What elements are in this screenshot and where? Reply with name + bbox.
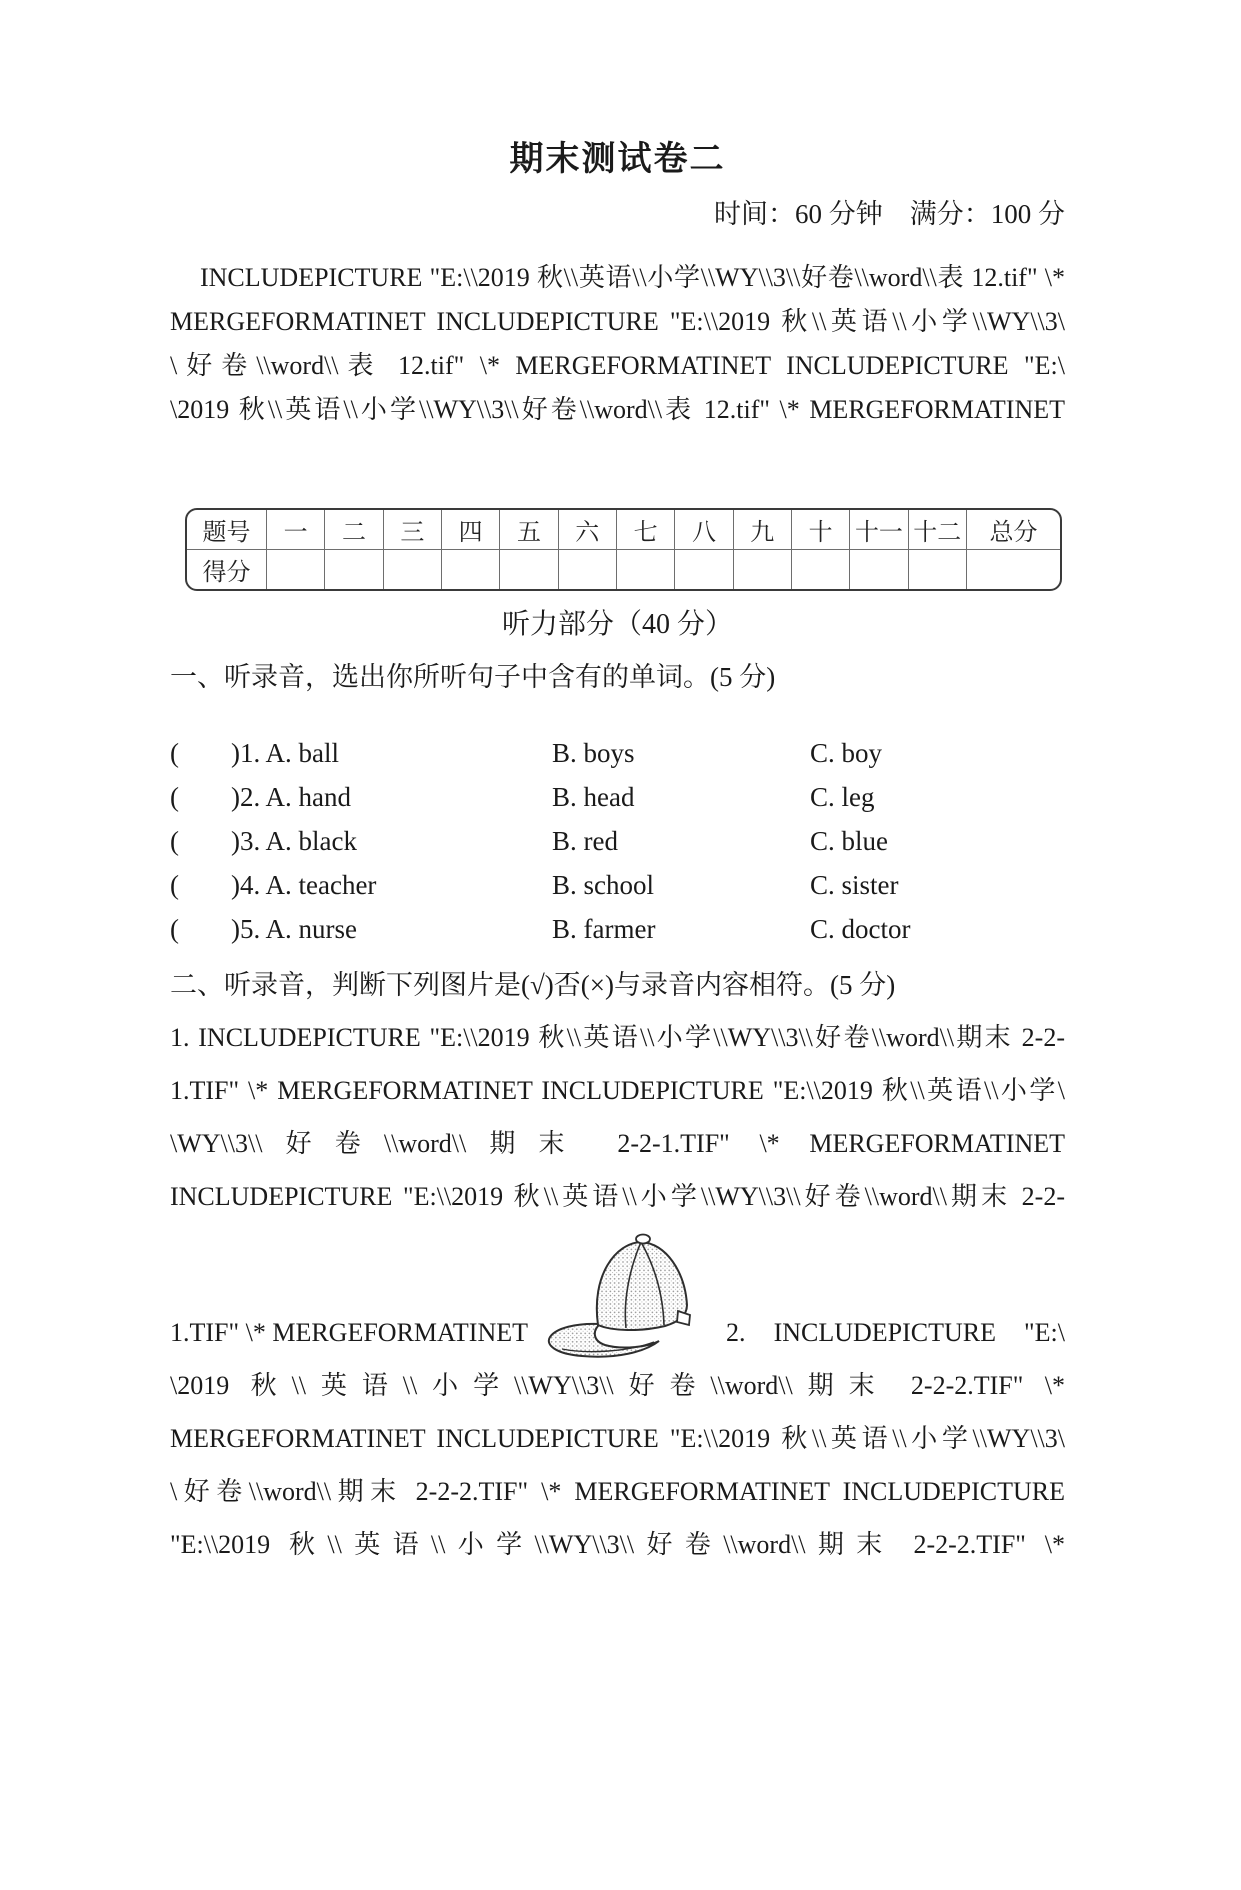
option-c: C. boy	[810, 737, 883, 768]
field-code-line: 1.TIF" \* MERGEFORMATINET INCLUDEPICTURE "E:\\2019 秋\\英语\\小学\	[170, 1076, 1065, 1105]
option-b: B. boys	[552, 737, 635, 768]
section-1-instruction: 一、听录音，选出你所听句子中含有的单词。(5 分)	[170, 662, 776, 692]
field-code-paragraph-2	[170, 1011, 1065, 1571]
field-code-text: 2. INCLUDEPICTURE "E:\	[726, 1318, 1065, 1347]
option-a: )3. A. black	[231, 825, 357, 856]
page-title: 期末测试卷二	[509, 141, 726, 178]
field-code-line: INCLUDEPICTURE "E:\\2019 秋\\英语\\小学\\WY\\3\\好卷\\word\\期末 2-2-	[170, 1182, 1065, 1211]
option-c: C. sister	[810, 869, 899, 900]
listening-section-header: 听力部分（40 分）	[501, 609, 733, 640]
score-table-header-cell: 一	[267, 510, 325, 550]
score-input-cell	[267, 550, 325, 590]
score-input-cell	[908, 550, 966, 590]
option-c: C. doctor	[810, 913, 911, 944]
score-input-cell	[850, 550, 908, 590]
option-b: B. red	[552, 825, 618, 856]
score-input-cell	[791, 550, 849, 590]
field-code-line: \好卷\\word\\表 12.tif" \* MERGEFORMATINET INCLUDEPICTURE "E:\	[170, 351, 1065, 380]
answer-paren: (	[170, 913, 179, 944]
score-table-header-cell: 五	[500, 510, 558, 550]
score-input-cell	[967, 550, 1061, 590]
field-code-line: \WY\\3\\好卷\\word\\期末 2-2-1.TIF" \* MERGEFORMATINET	[170, 1129, 1065, 1158]
score-table-header-cell: 七	[616, 510, 674, 550]
score-input-cell	[733, 550, 791, 590]
field-code-line: MERGEFORMATINET INCLUDEPICTURE "E:\\2019 秋\\英语\\小学\\WY\\3\	[170, 307, 1065, 336]
score-table-header-cell: 题号	[187, 510, 267, 550]
section-1-options	[170, 731, 1065, 951]
option-a: )4. A. teacher	[231, 869, 377, 900]
score-input-cell	[500, 550, 558, 590]
field-code-line: \好卷\\word\\期末 2-2-2.TIF" \* MERGEFORMATINET INCLUDEPICTURE	[170, 1477, 1065, 1506]
field-code-line: \2019 秋\\英语\\小学\\WY\\3\\好卷\\word\\期末 2-2-2.TIF" \*	[170, 1371, 1065, 1400]
field-code-line: \2019 秋\\英语\\小学\\WY\\3\\好卷\\word\\表 12.tif" \* MERGEFORMATINET	[170, 395, 1065, 424]
field-code-line-with-image	[170, 1223, 1065, 1359]
field-code-text: 1.TIF" \* MERGEFORMATINET	[170, 1318, 529, 1347]
score-input-cell	[441, 550, 499, 590]
answer-paren: (	[170, 825, 179, 856]
field-code-line: "E:\\2019 秋\\英语\\小学\\WY\\3\\好卷\\word\\期末 2-2-2.TIF" \*	[170, 1530, 1065, 1559]
option-row	[170, 863, 1065, 907]
option-a: )1. A. ball	[231, 737, 339, 768]
exam-page	[0, 136, 1241, 1571]
field-code-line: INCLUDEPICTURE "E:\\2019 秋\\英语\\小学\\WY\\3\\好卷\\word\\表 12.tif" \*	[200, 263, 1065, 292]
answer-paren: (	[170, 781, 179, 812]
score-input-cell	[558, 550, 616, 590]
section-2-instruction: 二、听录音，判断下列图片是(√)否(×)与录音内容相符。(5 分)	[170, 970, 896, 1000]
score-table	[185, 508, 1062, 591]
score-table-header-cell: 二	[325, 510, 383, 550]
score-table-header-cell: 十二	[908, 510, 966, 550]
option-c: C. blue	[810, 825, 888, 856]
score-table-header-cell: 总分	[967, 510, 1061, 550]
option-a: )5. A. nurse	[231, 913, 357, 944]
baseball-cap-image	[542, 1223, 700, 1365]
option-row	[170, 819, 1065, 863]
score-table-score-row	[187, 550, 1061, 590]
score-table-header-row	[187, 510, 1061, 550]
option-b: B. school	[552, 869, 655, 900]
answer-paren: (	[170, 737, 179, 768]
score-label-cell: 得分	[187, 550, 267, 590]
score-table-header-cell: 八	[675, 510, 733, 550]
field-code-line: MERGEFORMATINET INCLUDEPICTURE "E:\\2019 秋\\英语\\小学\\WY\\3\	[170, 1424, 1065, 1453]
option-b: B. head	[552, 781, 635, 812]
field-code-line: 1. INCLUDEPICTURE "E:\\2019 秋\\英语\\小学\\WY\\3\\好卷\\word\\期末 2-2-	[170, 1023, 1065, 1052]
option-row	[170, 775, 1065, 819]
score-input-cell	[616, 550, 674, 590]
score-input-cell	[325, 550, 383, 590]
option-row	[170, 731, 1065, 775]
option-b: B. farmer	[552, 913, 656, 944]
score-table-header-cell: 四	[441, 510, 499, 550]
score-input-cell	[383, 550, 441, 590]
score-table-header-cell: 六	[558, 510, 616, 550]
score-table-header-cell: 九	[733, 510, 791, 550]
score-table-header-cell: 十	[791, 510, 849, 550]
answer-paren: (	[170, 869, 179, 900]
score-table-header-cell: 三	[383, 510, 441, 550]
option-row	[170, 907, 1065, 951]
score-input-cell	[675, 550, 733, 590]
exam-info: 时间：60 分钟 满分：100 分	[714, 199, 1065, 229]
field-code-paragraph-1	[170, 256, 1065, 432]
option-a: )2. A. hand	[231, 781, 351, 812]
score-table-header-cell: 十一	[850, 510, 908, 550]
option-c: C. leg	[810, 781, 875, 812]
